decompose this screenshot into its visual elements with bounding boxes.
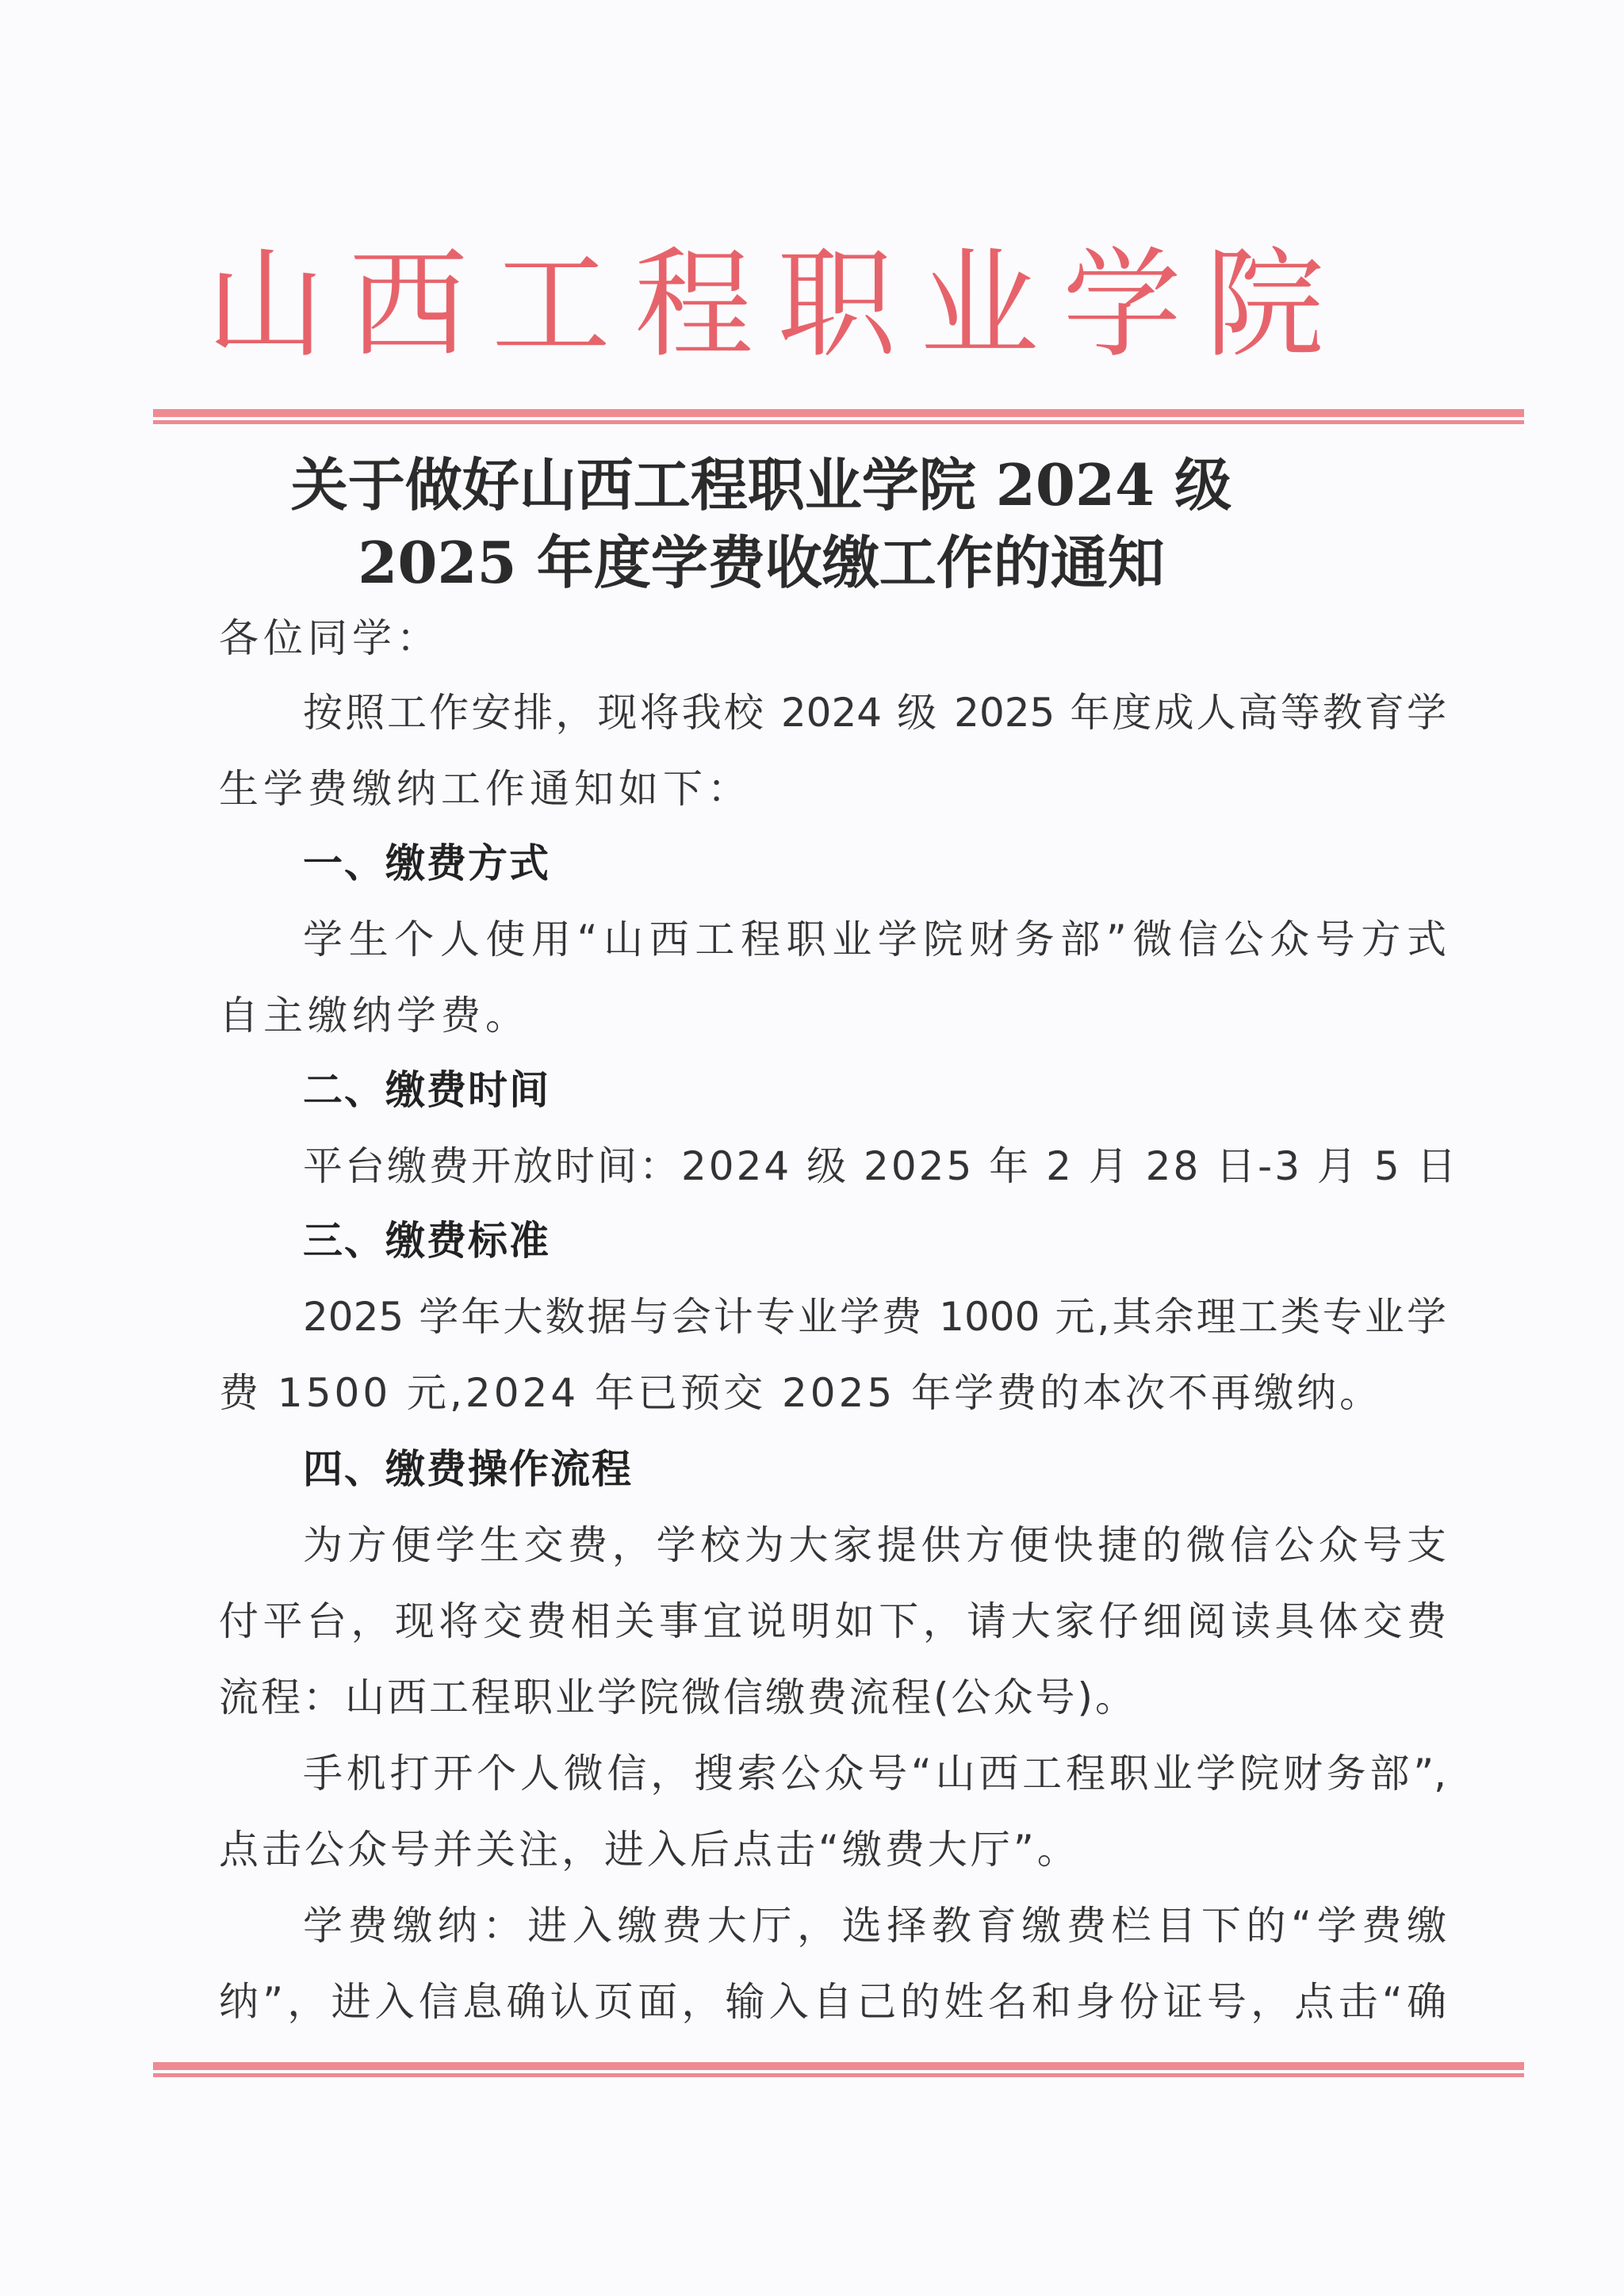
paragraph-line: 生学费缴纳工作通知如下： [219,766,752,812]
section-heading: 一、缴费方式 [303,840,550,886]
top-red-rule [153,409,1524,425]
paragraph-line: 自主缴纳学费。 [219,993,530,1039]
paragraph-line: 纳”，进入信息确认页面，输入自己的姓名和身份证号，点击“确 [219,1979,1446,2025]
paragraph-line: 费 1500 元,2024 年已预交 2025 年学费的本次不再缴纳。 [219,1370,1383,1416]
section-heading: 三、缴费标准 [303,1218,550,1264]
rule-thin-line [153,420,1524,424]
paragraph-line: 2025 学年大数据与会计专业学费 1000 元,其余理工类专业学 [303,1294,1446,1340]
rule-thick-line [153,409,1524,417]
document-title-line-1: 关于做好山西工程职业学院 2024 级 [290,451,1232,519]
paragraph-line: 流程：山西工程职业学院微信缴费流程(公众号)。 [219,1674,1138,1720]
paragraph-line: 按照工作安排，现将我校 2024 级 2025 年度成人高等教育学 [303,690,1446,736]
greeting: 各位同学： [219,615,441,661]
rule-thin-line [153,2073,1524,2077]
document-title-line-2: 2025 年度学费收缴工作的通知 [358,529,1165,596]
rule-thick-line [153,2062,1524,2070]
section-heading: 二、缴费时间 [303,1067,550,1113]
paragraph-line: 点击公众号并关注，进入后点击“缴费大厅”。 [219,1827,1080,1873]
institution-masthead: 山西工程职业学院 [205,236,1348,374]
paragraph-line: 学生个人使用“山西工程职业学院财务部”微信公众号方式 [303,916,1446,962]
bottom-red-rule [153,2062,1524,2078]
paragraph-line: 手机打开个人微信，搜索公众号“山西工程职业学院财务部”, [303,1751,1446,1797]
paragraph-line: 为方便学生交费，学校为大家提供方便快捷的微信公众号支 [303,1522,1446,1568]
section-heading: 四、缴费操作流程 [303,1446,633,1492]
paragraph-line: 学费缴纳：进入缴费大厅，选择教育缴费栏目下的“学费缴 [303,1903,1446,1949]
paragraph-line: 平台缴费开放时间：2024 级 2025 年 2 月 28 日-3 月 5 日 [303,1143,1459,1189]
paragraph-line: 付平台，现将交费相关事宜说明如下，请大家仔细阅读具体交费 [219,1598,1446,1644]
